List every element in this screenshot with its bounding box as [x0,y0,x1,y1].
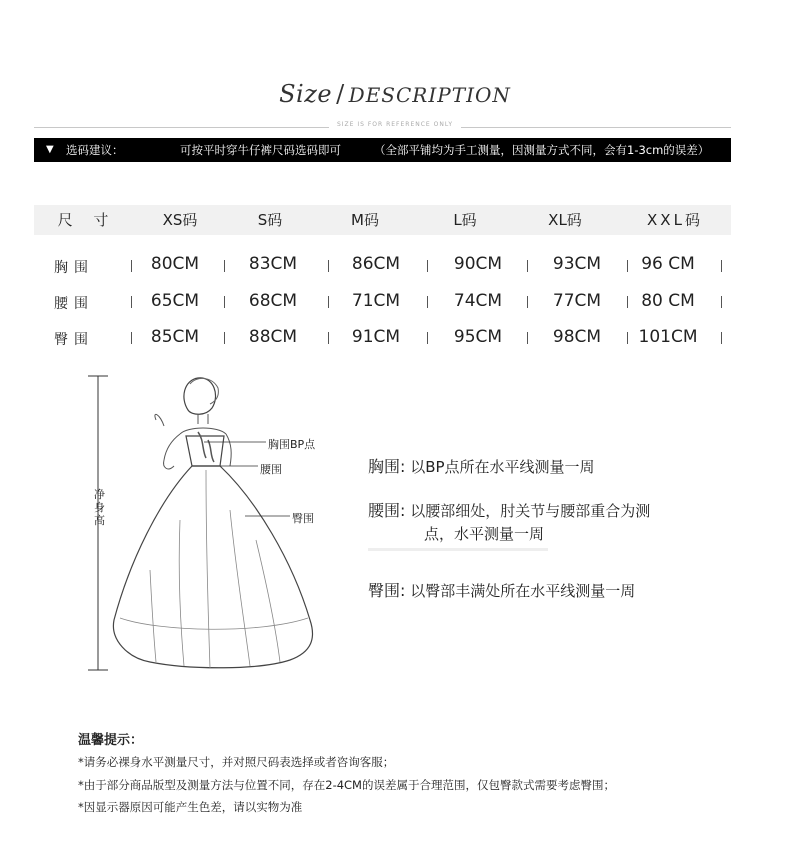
bust-measure-desc [368,455,595,479]
header-l: L码 [453,211,477,229]
bust-bp-label: 胸围BP点 [268,438,316,451]
column-separator [427,332,428,344]
column-separator [721,296,722,308]
waist-measure-key: 腰围: [368,501,406,520]
banner-text: 可按平时穿牛仔裤尺码选码即可 [180,143,341,157]
hip-measure-desc [368,579,635,603]
header-s: S码 [257,211,283,229]
table-cell: 101CM [638,327,698,347]
tip-item: *由于部分商品版型及测量方法与位置不同，存在2-4CM的误差属于合理范围，仅包臀款式需要考虑臀围； [78,778,615,792]
size-advice-banner [34,138,731,162]
table-cell: 93CM [552,254,602,274]
triangle-down-icon: ▼ [46,144,54,155]
waist-figure-label: 腰围 [260,463,282,476]
header-m: M码 [351,211,379,229]
waist-measure-desc [368,499,650,523]
header-xxl: XXL码 [647,211,703,229]
column-separator [328,296,329,308]
table-cell: 74CM [453,291,503,311]
tips-title: 温馨提示： [78,733,144,748]
table-cell: 80 CM [641,291,695,311]
table-cell: 77CM [552,291,602,311]
column-separator [721,332,722,344]
table-cell: 85CM [150,327,200,347]
table-cell: 68CM [248,291,298,311]
tip-item: *请务必裸身水平测量尺寸，并对照尺码表选择或者咨询客服； [78,755,395,769]
column-separator [527,296,528,308]
column-separator [427,260,428,272]
table-cell: 88CM [248,327,298,347]
table-cell: 96 CM [641,254,695,274]
table-cell: 71CM [351,291,401,311]
header-size: 尺 寸 [57,211,117,229]
column-separator [527,260,528,272]
banner-label: 选码建议： [66,143,124,157]
column-separator [224,332,225,344]
table-cell: 86CM [351,254,401,274]
table-cell: 83CM [248,254,298,274]
table-cell: 98CM [552,327,602,347]
tip-item: *因显示器原因可能产生色差，请以实物为准 [78,800,303,814]
gown-figure-illustration [80,370,370,690]
title-desc: DESCRIPTION [348,83,511,107]
waist-measure-text-2: 点，水平测量一周 [424,525,545,543]
column-separator [328,260,329,272]
column-separator [328,332,329,344]
row-label-hip: 臀围 [54,332,94,348]
faint-divider [368,548,548,551]
table-cell: 95CM [453,327,503,347]
column-separator [527,332,528,344]
waist-measure-desc-cont [424,522,544,546]
subtitle [0,121,790,128]
waist-measure-text-1: 以腰部细处，肘关节与腰部重合为测 [410,502,651,520]
table-cell: 90CM [453,254,503,274]
banner-note: （全部平铺均为手工测量，因测量方式不同，会有1-3cm的误差） [374,143,710,157]
title-slash: / [336,80,345,108]
hip-figure-label: 臀围 [292,512,314,525]
column-separator [427,296,428,308]
bust-measure-key: 胸围: [368,457,406,476]
row-label-waist: 腰围 [54,296,94,312]
column-separator [224,296,225,308]
hip-measure-text: 以臀部丰满处所在水平线测量一周 [410,582,636,600]
table-cell: 91CM [351,327,401,347]
table-cell: 65CM [150,291,200,311]
hip-measure-key: 臀围: [368,581,406,600]
header-xs: XS码 [162,211,198,229]
row-label-bust: 胸围 [54,260,94,276]
height-label: 净身高 [94,488,105,527]
subtitle-text: SIZE IS FOR REFERENCE ONLY [329,121,461,128]
title-main: Size [279,80,333,108]
header-xl: XL码 [548,211,582,229]
table-cell: 80CM [150,254,200,274]
column-separator [721,260,722,272]
bust-measure-text: 以BP点所在水平线测量一周 [410,458,595,476]
page-title [0,80,790,108]
column-separator [224,260,225,272]
